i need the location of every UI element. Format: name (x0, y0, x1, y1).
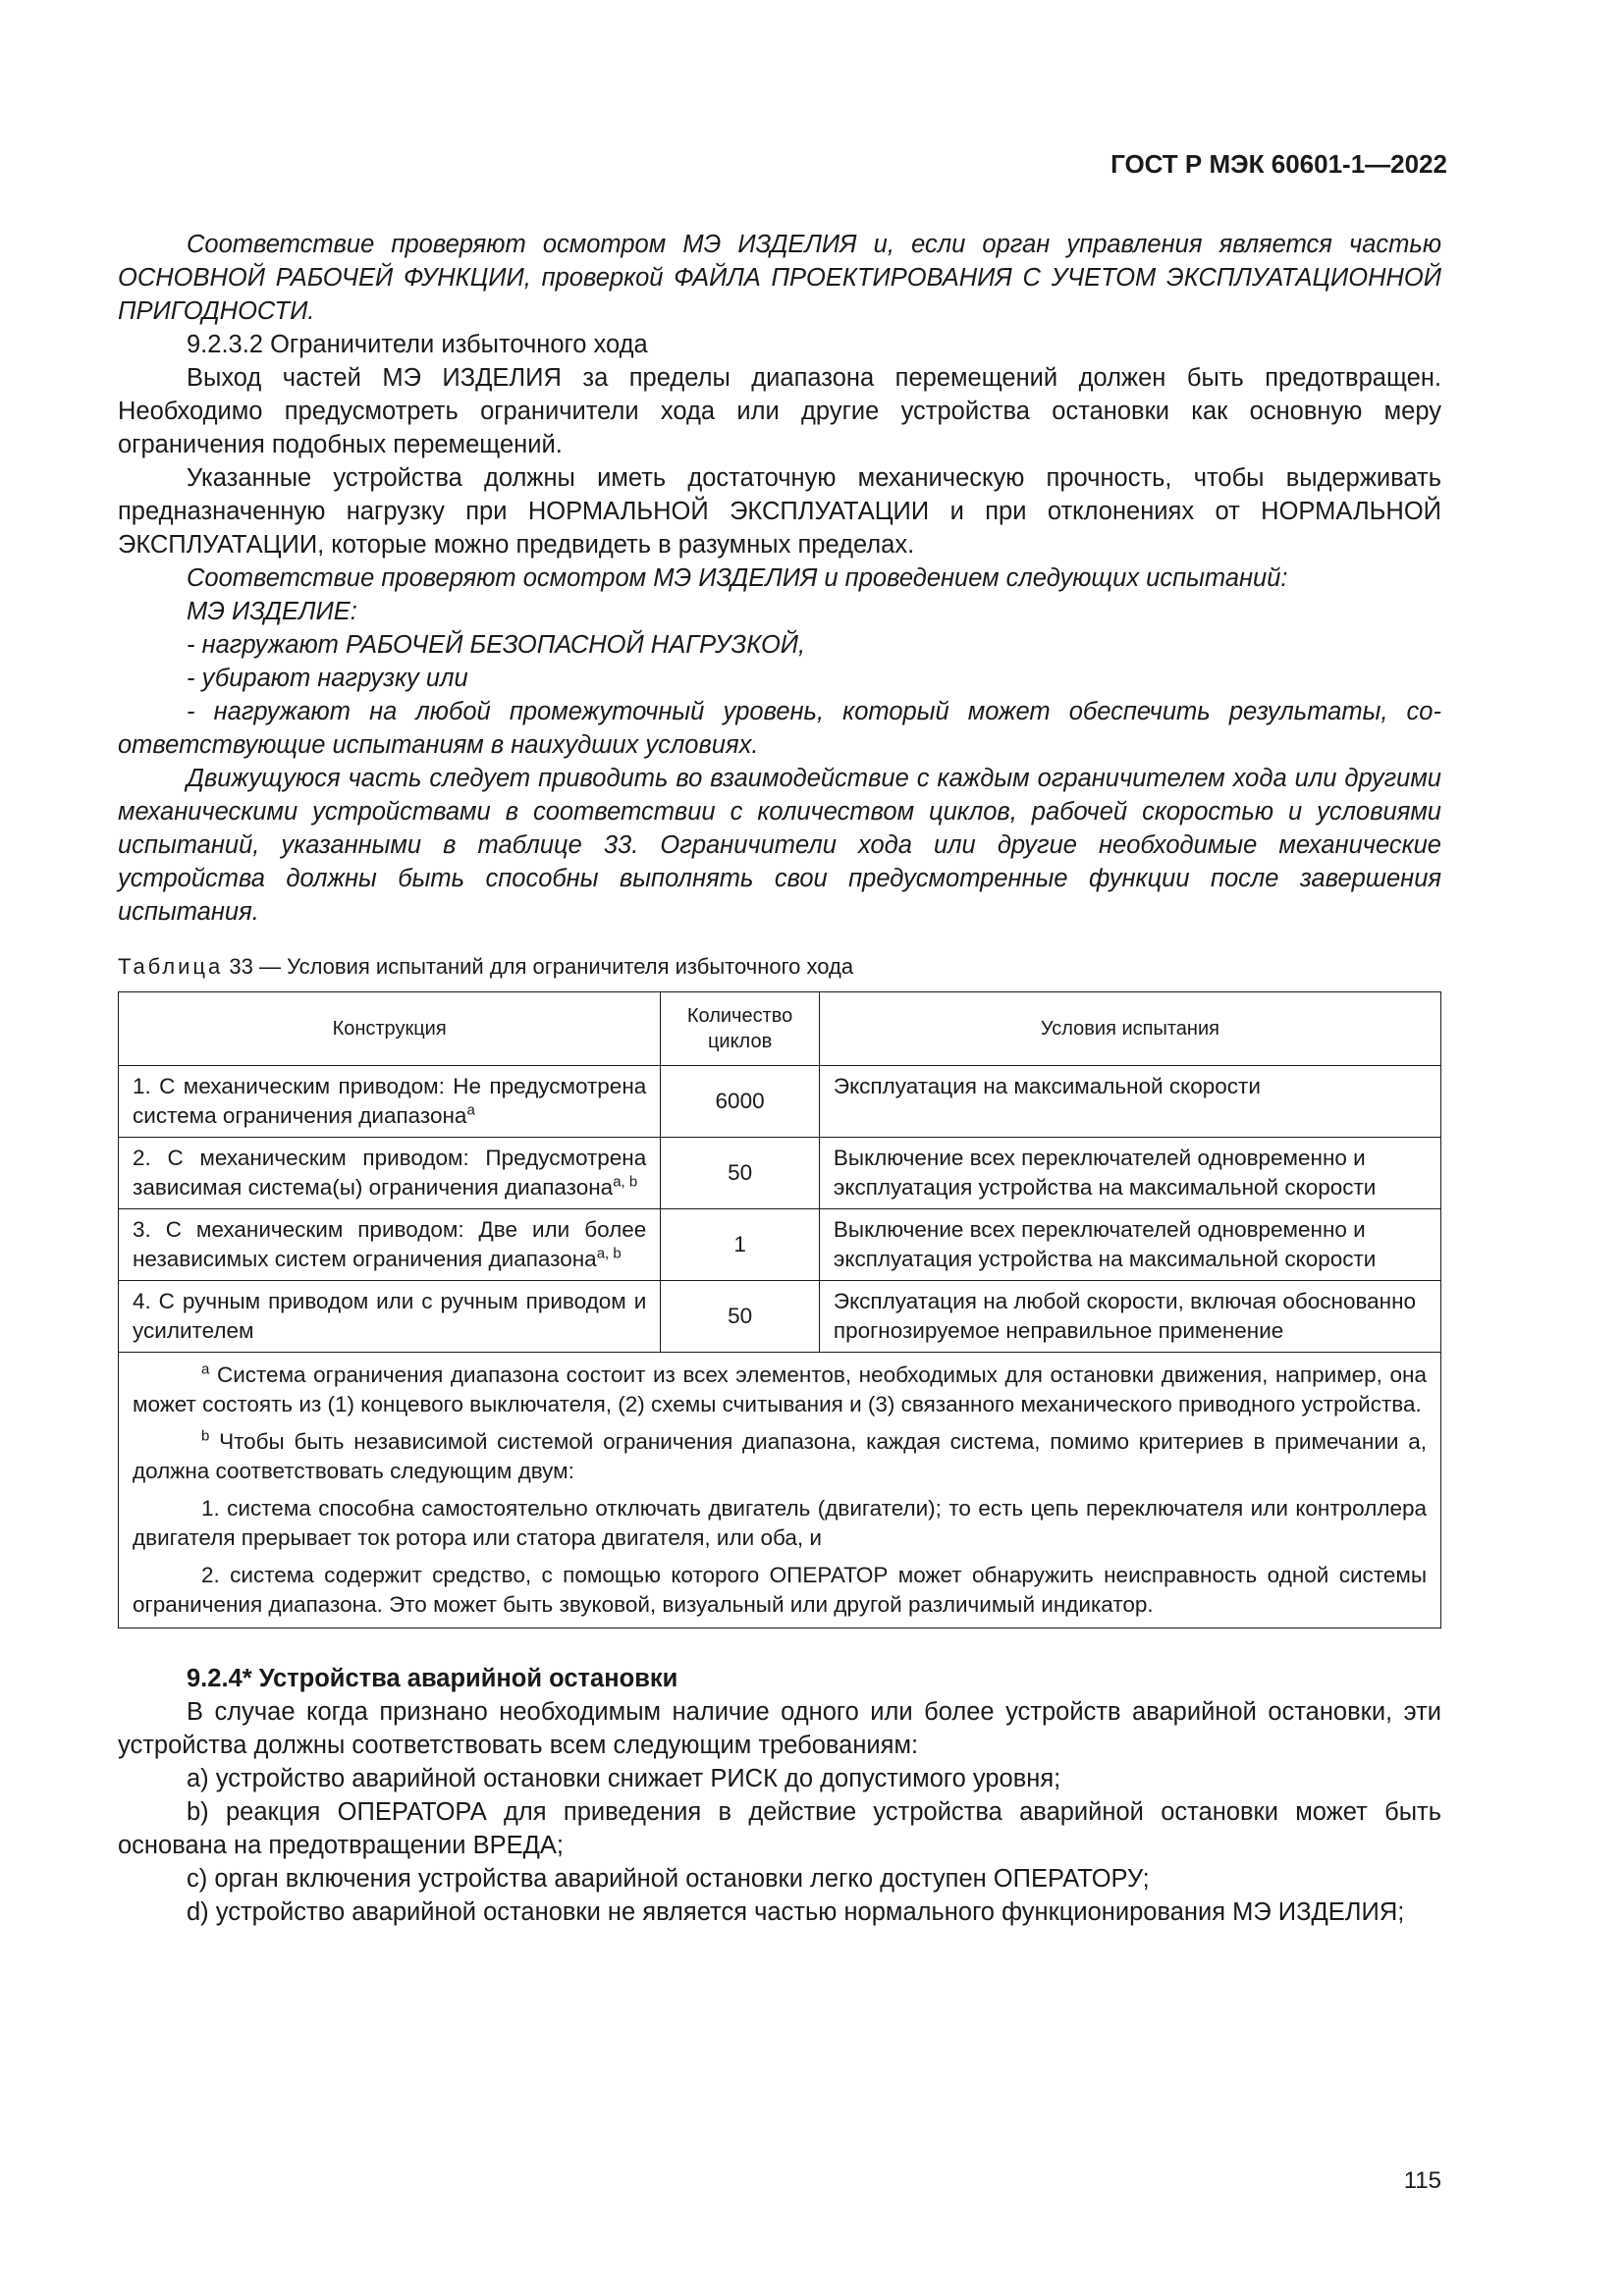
table-row (119, 1066, 1441, 1138)
construction-cell: 4. С ручным приводом или с ручным приводом и усилителем (119, 1281, 661, 1353)
page-content (118, 228, 1441, 1929)
section-intro: В случае когда признано необходимым наличие одного или более устройств аварийной остановки, эти устройства должны соответствовать всем следующим требованиям: (118, 1698, 1441, 1759)
document-code-header: ГОСТ Р МЭК 60601-1—2022 (1110, 149, 1447, 179)
note-b: $^b$ Чтобы быть независимой системой ограничения диапазона, каждая система, помимо критериев в примечании a, должна соответствовать следующим двум: (133, 1427, 1427, 1483)
cycles-cell: 1 (661, 1209, 820, 1281)
test-list-item: - нагружают на любой промежуточный уровень, который может обеспечить результаты, соответствующие испытаниям в наихудших условиях. (118, 698, 1441, 759)
table-notes-row (119, 1353, 1441, 1629)
conditions-cell: Выключение всех переключателей одновременно и эксплуатация устройства на максимальной скорости (819, 1138, 1440, 1209)
column-header-conditions: Условия испытания (819, 992, 1440, 1066)
table-row (119, 1281, 1441, 1353)
note-b-item-1: 1. система способна самостоятельно отключать двигатель (двигатели); то есть цепь переключателя или контроллера двигателя прерывает ток ротора или статора двигателя, или оба, и (133, 1496, 1427, 1550)
footnote-marker: a, b (613, 1173, 638, 1191)
table-row (119, 1138, 1441, 1209)
conditions-cell: Выключение всех переключателей одновременно и эксплуатация устройства на максимальной скорости (819, 1209, 1440, 1281)
note-a-marker: a (201, 1361, 210, 1378)
cycles-cell: 6000 (661, 1066, 820, 1138)
test-list-item: - убирают нагрузку или (187, 665, 468, 692)
conditions-cell: Эксплуатация на максимальной скорости (819, 1066, 1440, 1138)
construction-cell: 1. С механическим приводом: Не предусмотрена система ограничения диапазона$^a$ (119, 1066, 661, 1138)
footnote-marker: a, b (596, 1245, 622, 1262)
construction-cell: 2. С механическим приводом: Предусмотрена зависимая система(ы) ограничения диапазона$^{a, b}$ (119, 1138, 661, 1209)
column-header-construction: Конструкция (119, 992, 661, 1066)
moving-part-paragraph: Движущуюся часть следует приводить во взаимодействие с каждым ограничителем хода или другими механическими устройствами в соответствии с количеством циклов, рабочей скоростью и условиями испытаний, указанными в таблице 33. Ограничители хода или другие необходимые механические устройства должны быть способны выполнять свои предусмотренные функции после завершения испытания. (118, 765, 1441, 926)
conditions-cell: Эксплуатация на любой скорости, включая обоснованно прогнозируемое неправильное применение (819, 1281, 1440, 1353)
cycles-cell: 50 (661, 1281, 820, 1353)
clause-heading: 9.2.3.2 Ограничители избыточного хода (187, 331, 648, 358)
note-b-item-2: 2. система содержит средство, с помощью которого ОПЕРАТОР может обнаружить неисправность одной системы ограничения диапазона. Это может быть звуковой, визуальный или другой различимый индикатор. (133, 1563, 1427, 1617)
page-number: 115 (1403, 2167, 1441, 2194)
construction-cell: 3. С механическим приводом: Две или более независимых систем ограничения диапазона$^{a, b}$ (119, 1209, 661, 1281)
note-a: $^a$ Система ограничения диапазона состоит из всех элементов, необходимых для остановки движения, например, она может состоять из (1) концевого выключателя, (2) схемы считывания и (3) связанного механического приводного устройства. (133, 1361, 1427, 1416)
compliance-paragraph-1: Соответствие проверяют осмотром МЭ ИЗДЕЛИЯ и, если орган управления является частью ОСНОВНОЙ РАБОЧЕЙ ФУНКЦИИ, проверкой ФАЙЛА ПРОЕКТИРОВАНИЯ С УЧЕТОМ ЭКСПЛУАТАЦИОННОЙ ПРИГОДНОСТИ. (118, 231, 1441, 325)
table-caption (118, 952, 1441, 982)
paragraph-mechanical-strength: Указанные устройства должны иметь достаточную механическую прочность, чтобы выдерживать предназначенную нагрузку при НОРМАЛЬНОЙ ЭКСПЛУАТАЦИИ и при отклонениях от НОРМАЛЬНОЙ ЭКСПЛУАТАЦИИ, которые можно предвидеть в разумных пределах. (118, 464, 1441, 559)
compliance-paragraph-2: Соответствие проверяют осмотром МЭ ИЗДЕЛИЯ и проведением следующих испытаний: (187, 564, 1288, 592)
test-list-item: - нагружают РАБОЧЕЙ БЕЗОПАСНОЙ НАГРУЗКОЙ, (187, 631, 806, 659)
table-33 (118, 991, 1441, 1629)
table-caption-text: 33 — Условия испытаний для ограничителя избыточного хода (223, 954, 854, 979)
requirement-item: a) устройство аварийной остановки снижает РИСК до допустимого уровня; (187, 1765, 1061, 1792)
footnote-marker: a (466, 1101, 475, 1119)
column-header-cycles: Количество циклов (661, 992, 820, 1066)
requirement-item: d) устройство аварийной остановки не является частью нормального функционирования МЭ ИЗДЕЛИЯ; (187, 1898, 1405, 1926)
requirement-item: b) реакция ОПЕРАТОРА для приведения в действие устройства аварийной остановки может быть основана на предотвращении ВРЕДА; (118, 1798, 1441, 1859)
cycles-cell: 50 (661, 1138, 820, 1209)
table-notes (119, 1353, 1441, 1629)
section-title: 9.2.4* Устройства аварийной остановки (187, 1665, 678, 1692)
requirement-item: c) орган включения устройства аварийной остановки легко доступен ОПЕРАТОРУ; (187, 1865, 1150, 1893)
note-b-marker: b (201, 1427, 210, 1445)
table-row (119, 1209, 1441, 1281)
paragraph-travel-limit: Выход частей МЭ ИЗДЕЛИЯ за пределы диапазона перемещений должен быть предотвращен. Необходимо предусмотреть ограничители хода или другие устройства остановки как основную меру ограничения подобных перемещений. (118, 364, 1441, 458)
table-header-row (119, 992, 1441, 1066)
compliance-subject: МЭ ИЗДЕЛИЕ: (187, 598, 357, 625)
table-caption-word: Таблица (118, 954, 224, 979)
